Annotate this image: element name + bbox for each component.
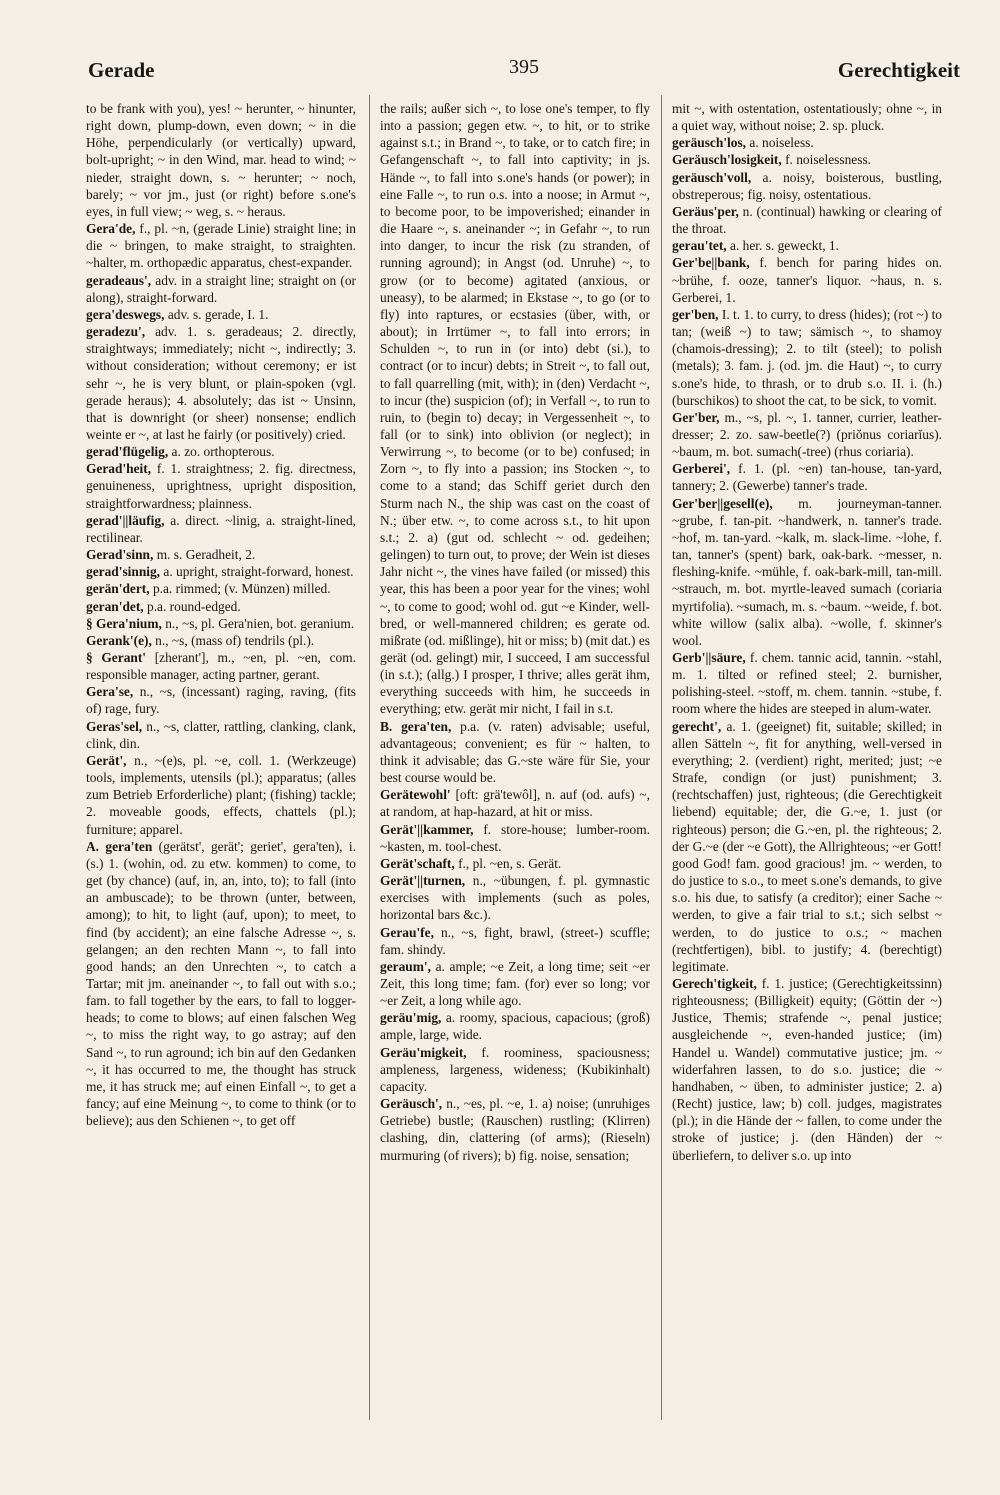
- entry-headword: gerau'tet,: [672, 238, 727, 254]
- entry-definition: f., pl. ~en, s. Gerät.: [454, 855, 562, 871]
- dictionary-entry: [86, 838, 356, 1130]
- dictionary-entry: [86, 306, 356, 323]
- dictionary-entry: [672, 460, 942, 494]
- entry-headword: Gerau'fe,: [380, 924, 434, 940]
- entry-headword: Gerät'||turnen,: [380, 873, 466, 889]
- dictionary-entry: [86, 443, 356, 460]
- dictionary-entry: [86, 512, 356, 546]
- dictionary-entry: [380, 855, 650, 872]
- entry-headword: Geras'sel,: [86, 718, 143, 734]
- entry-headword: gerad'sinnig,: [86, 564, 161, 580]
- dictionary-entry: [86, 220, 356, 271]
- dictionary-entry: [86, 649, 356, 683]
- entry-definition: p.a. round-edged.: [143, 598, 241, 614]
- entry-headword: Gerät'||kammer,: [380, 821, 474, 837]
- entry-definition: n., ~s, clatter, rattling, clanking, clank, clink, din.: [86, 718, 356, 751]
- dictionary-entry: [86, 546, 356, 563]
- entry-definition: n., ~(e)s, pl. ~e, coll. 1. (Werkzeuge) tools, implements, utensils (pl.); apparatus; (alles zum Betrieb Erforderliche) plant; (fishing) tackle; 2. moveable goods, effects, chattels (pl.); furniture; apparel.: [86, 752, 356, 837]
- dictionary-entry: [380, 1009, 650, 1043]
- entry-definition: a. direct. ~linig, a. straight-lined, rectilinear.: [86, 512, 356, 545]
- entry-definition: p.a. rimmed; (v. Münzen) milled.: [149, 581, 331, 597]
- entry-headword: Geräusch',: [380, 1096, 443, 1112]
- entry-headword: geradezu',: [86, 324, 146, 340]
- dictionary-entry: [86, 598, 356, 615]
- entry-headword: Ger'ber||gesell(e),: [672, 495, 773, 511]
- dictionary-entry: [86, 683, 356, 717]
- entry-definition: [zherant'], m., ~en, pl. ~en, com. responsible manager, acting partner, gerant.: [86, 650, 356, 683]
- entry-headword: Ger'be||bank,: [672, 255, 750, 271]
- dictionary-entry: [380, 786, 650, 820]
- entry-headword: Gerät',: [86, 752, 127, 768]
- dictionary-entry: [672, 409, 942, 460]
- dictionary-entry: [672, 134, 942, 151]
- entry-headword: Ger'ber,: [672, 409, 720, 425]
- entry-definition: adv. 1. s. geradeaus; 2. directly, straightways; immediately; nicht ~, indirectly; 3. without consideration; without ceremony; er ist sehr ~, he is very blunt, or plain-spoken (vgl. gerade heraus); 4. absolutely; das ist ~ Unsinn, that is downright (or sheer) nonsense; endlich weinte er ~, at last he fairly (or positively) cried.: [86, 324, 356, 442]
- dictionary-entry: [380, 872, 650, 923]
- dictionary-entry: [380, 1095, 650, 1164]
- entry-definition: a. noisy, boisterous, bustling, obstreperous; fig. noisy, ostentatious.: [672, 169, 942, 202]
- dictionary-entry: [86, 632, 356, 649]
- dictionary-entry: [380, 821, 650, 855]
- entry-definition: a. upright, straight-forward, honest.: [160, 564, 354, 580]
- entry-definition: adv. in a straight line; straight on (or along), straight-forward.: [86, 272, 356, 305]
- entry-headword: Gerberei',: [672, 461, 731, 477]
- entry-headword: gerad'||läufig,: [86, 512, 165, 528]
- entry-headword: Gerb'||säure,: [672, 650, 746, 665]
- dictionary-entry: [672, 306, 942, 409]
- page-number: 395: [509, 56, 539, 78]
- dictionary-entry: [86, 563, 356, 580]
- entry-headword: gerän'dert,: [86, 581, 150, 597]
- entry-definition: f. noiselessness.: [781, 152, 871, 168]
- entry-definition: f. store-house; lumber-room. ~kasten, m. tool-chest.: [380, 821, 650, 854]
- entry-definition: f. 1. straightness; 2. fig. directness, genuineness, uprightness, upright disposition, straightforwardness; plainness.: [86, 461, 356, 511]
- left-running-headword: Gerade: [88, 58, 155, 82]
- dictionary-entry: [672, 169, 942, 203]
- entry-headword: Gerätewohl': [380, 787, 451, 803]
- column-right: [672, 100, 942, 1164]
- entry-definition: n., ~es, pl. ~e, 1. a) noise; (unruhiges Getriebe) bustle; (Rauschen) rustling; (Klirren) clashing, din, clattering (of arms); (Rieseln) murmuring (of rivers); b) fig. noise, sensation;: [380, 1096, 650, 1163]
- entry-headword: geradeaus',: [86, 272, 152, 288]
- entry-headword: Gera'de,: [86, 221, 136, 237]
- entry-headword: Geräu'migkeit,: [380, 1044, 467, 1060]
- entry-definition: m. journeyman-tanner. ~grube, f. tan-pit. ~handwerk, n. tanner's trade. ~hof, m. tan-yard. ~kalk, m. slack-lime. ~lohe, f. tan, tanner's (spent) bark, oak-bark. ~messer, n. fleshing-knife. ~mühle, f. oak-bark-mill, tan-mill. ~strauch, m. bot. myrtle-leaved sumach (coriaria myrtifolia). ~sumach, m. s. ~baum. ~weide, f. bot. white willow (salix alba). ~wolle, f. skinner's wool.: [672, 495, 942, 648]
- entry-definition: a. 1. (geeignet) fit, suitable; skilled; in allen Sätteln ~, fit for anything, well-versed in everything; 2. (verdient) right, merited; just; ~e Strafe, condign (or just) punishment; 3. (rechtschaffen) just, righteous; (die Gerechtigkeit liebend) equitable; der, die G.~e, 1. just (or righteous) person; die G.~en, pl. the righteous; 2. der G.~e (der ~e Gott), the Allrighteous; ~er Gott! good God! fam. good gracious! jm. ~ werden, to do justice to s.o., to meet s.one's demands, to give s.o. his due, to satisfy (a creditor); einer Sache ~ werden, to give a fair trial to s.t.; sich selbst ~ werden, to do justice to o.s.; ~ machen (rechtfertigen), bibl. to justify; 4. (berechtigt) legitimate.: [672, 718, 942, 974]
- entry-definition: f. 1. (pl. ~en) tan-house, tan-yard, tannery; 2. (Gewerbe) tanner's trade.: [672, 461, 942, 494]
- page-header: [88, 50, 960, 90]
- entry-definition: a. roomy, spacious, capacious; (groß) ample, large, wide.: [380, 1010, 650, 1043]
- entry-headword: § Gerant': [86, 650, 147, 665]
- column-divider: [661, 95, 662, 1420]
- entry-headword: geräusch'los,: [672, 135, 747, 151]
- column-left: [86, 100, 356, 1129]
- entry-definition: n., ~übungen, f. pl. gymnastic exercises with implements (such as poles, horizontal bars &c.).: [380, 873, 650, 923]
- entry-definition: I. t. 1. to curry, to dress (hides); (rot ~) to tan; (weiß ~) to taw; sämisch ~, to shamoy (chamois-dressing); 2. to tilt (steel); to polish (metals); 3. fam. j. (od. jm. die Haut) ~, to curry s.one's hide, to thrash, or to drub s.o. II. i. (h.) (burschikos) to shoot the cat, to be sick, to vomit.: [672, 306, 942, 408]
- entry-definition: [oft: grä'tewôl], n. auf (od. aufs) ~, at random, at hap-hazard, at hit or miss.: [380, 787, 650, 820]
- dictionary-entry: [86, 323, 356, 443]
- dictionary-entry: [672, 975, 942, 1164]
- entry-headword: geräusch'voll,: [672, 169, 752, 185]
- entry-definition: f. bench for paring hides on. ~brühe, f. ooze, tanner's liquor. ~haus, n. s. Gerberei, 1.: [672, 255, 942, 305]
- entry-headword: Gerech'tigkeit,: [672, 975, 757, 991]
- entry-definition: the rails; außer sich ~, to lose one's temper, to fly into a passion; gegen etw. ~, to hit, or to strike against s.t.; in Brand ~, to take, or to catch fire; in Gefangenschaft ~, to fall into captivity; in js. Hände ~, to fall into s.one's hands (or power); in eine Falle ~, to run o.s. into a noose; in Armut ~, to become poor, to be impoverished; einander in die Haare ~, s. aneinander ~; in Gefahr ~, to run into danger, to incur the risk (zu stranden, of running aground); in Angst (od. Unruhe) ~, to grow (or to become) agitated (anxious, or uneasy), to be alarmed; in Ekstase ~, to go (or to fly) into raptures, or ecstasies (über, with, or about); in Irrtümer ~, to fall into errors; in Schulden ~, to run in (or into) debt (si.), to contract (or to incur) debts; in Streit ~, to fall out, to fall quarrelling (mit, with); in (den) Verdacht ~, to incur (the) suspicion (of); in Verfall ~, to run to ruin, to (begin to) decay; in Vergessenheit ~, to fall (or to sink) into oblivion (or neglect); in Verwirrung ~, to become (or to be) confused; in Zorn ~, to fly into a passion; ins Stocken ~, to come to a stand; das Schiff geriet durch den Sturm nach N., the ship was cast on the coast of N.; über etw. ~, to come across s.t., to hit upon s.t.; 2. a) (gut od. schlecht ~ od. gedeihen; gelingen) to turn out, to prove; der Wein ist dieses Jahr nicht ~, the vines have failed (or missed) this year, this has been a poor year for the vines; wohl ~, to come to good; wohl od. gut ~e Kinder, well-bred, or well-mannered children; es gerate od. mißrate (od. mißlinge), hit or miss; b) (mit dat.) es gerät (od. gelingt) mir, I succeed, I am successful (in s.t.); (allg.) I prosper, I thrive; alles gerät ihm, everything succeeds with him, he succeeds in everything; etw. gerät mir nicht, I fail in s.t.: [380, 101, 650, 717]
- dictionary-entry: [672, 649, 942, 718]
- entry-headword: Gerät'schaft,: [380, 855, 455, 871]
- dictionary-entry: [380, 1044, 650, 1095]
- dictionary-entry: [86, 580, 356, 597]
- entry-headword: geräu'mig,: [380, 1010, 442, 1026]
- dictionary-entry: [86, 752, 356, 838]
- entry-headword: B. gera'ten,: [380, 718, 452, 734]
- entry-definition: n., ~s, (incessant) raging, raving, (fits of) rage, fury.: [86, 684, 356, 717]
- entry-headword: A. gera'ten: [86, 838, 153, 854]
- dictionary-entry: [672, 718, 942, 975]
- entry-definition: to be frank with you), yes! ~ herunter, ~ hinunter, right down, plump-down, even down; ~ in die Höhe, perpendicularly (or vertically) upward, bolt-upright; ~ in den Wind, mar. head to wind; ~ nieder, straight down, s. ~ herunter; ~ noch, barely; ~ vor jm., just (or right) before s.one's eyes, in full view; ~ weg, s. ~ heraus.: [86, 101, 356, 219]
- dictionary-entry: [672, 151, 942, 168]
- entry-headword: ger'ben,: [672, 306, 719, 322]
- entry-headword: geran'det,: [86, 598, 144, 614]
- entry-headword: Gerad'sinn,: [86, 547, 154, 563]
- entry-headword: Gerank'(e),: [86, 632, 152, 648]
- dictionary-entry: [86, 460, 356, 511]
- dictionary-entry: [86, 718, 356, 752]
- entry-headword: Gerad'heit,: [86, 461, 152, 477]
- entry-definition: adv. s. gerade, I. 1.: [164, 306, 269, 322]
- entry-definition: f., pl. ~n, (gerade Linie) straight line; in die ~ bringen, to make straight, to straighten. ~halter, m. orthopædic apparatus, chest-expander.: [86, 221, 356, 271]
- entry-headword: § Gera'nium,: [86, 615, 162, 631]
- entry-headword: geraum',: [380, 958, 431, 974]
- dictionary-entry: [380, 958, 650, 1009]
- entry-definition: a. ample; ~e Zeit, a long time; seit ~er Zeit, this long time; fam. (for) ever so long; vor ~er Zeit, a long while ago.: [380, 958, 650, 1009]
- column-divider: [369, 95, 370, 1420]
- entry-headword: gerad'flügelig,: [86, 444, 169, 460]
- entry-definition: n. (continual) hawking or clearing of the throat.: [672, 203, 942, 237]
- entry-definition: a. zo. orthopterous.: [168, 444, 275, 460]
- dictionary-entry: [672, 254, 942, 305]
- entry-definition: n., ~s, fight, brawl, (street-) scuffle; fam. shindy.: [380, 924, 650, 957]
- entry-definition: f. chem. tannic acid, tannin. ~stahl, m. 1. tilted or refined steel; 2. burnisher, polishing-steel. ~stoff, m. chem. tannin. ~stube, f. room where the hides are steeped in alum-water.: [672, 650, 942, 717]
- entry-headword: Geräusch'losigkeit,: [672, 152, 782, 168]
- entry-definition: n., ~s, (mass of) tendrils (pl.).: [151, 632, 315, 648]
- dictionary-entry: [86, 100, 356, 220]
- entry-definition: a. her. s. geweckt, 1.: [726, 238, 839, 254]
- entry-headword: gera'deswegs,: [86, 306, 165, 322]
- entry-headword: gerecht',: [672, 718, 722, 734]
- right-running-headword: Gerechtigkeit: [837, 58, 960, 82]
- dictionary-entry: [380, 718, 650, 787]
- entry-definition: m., ~s, pl. ~, 1. tanner, currier, leather-dresser; 2. zo. saw-beetle(?) (priŏnus coriarĭus). ~baum, m. bot. sumach(-tree) (rhus coriaria).: [672, 409, 942, 460]
- dictionary-entry: [86, 615, 356, 632]
- entry-definition: f. roominess, spaciousness; ampleness, largeness, wideness; (Kubikinhalt) capacity.: [380, 1044, 650, 1094]
- dictionary-entry: [380, 924, 650, 958]
- dictionary-entry: [672, 495, 942, 649]
- entry-definition: (gerätst', gerät'; geriet', gera'ten), i. (s.) 1. (wohin, od. zu etw. kommen) to come, to get (by chance) (auf, in, an, into, to); to fall (into an ambuscade); to be thrown (unter, between, among); to hit, to light (auf, upon); to meet, to find (by accident); an eine falsche Adresse ~, s. gelangen; an den rechten Mann ~, to fall into good hands; an den Unrechten ~, to catch a Tartar; mit jm. aneinander ~, to fall out with s.o.; fam. to fall together by the ears, to fall to logger-heads; to come to blows; auf einen falschen Weg ~, to miss the right way, to go astray; auf den Sand ~, to run aground; ich bin auf den Gedanken ~, it has occurred to me, the thought has struck me, it has struck me; auf einen Einfall ~, to get a fancy; auf eine Meinung ~, to come to think (or to believe); aus den Schienen ~, to get off: [86, 838, 356, 1129]
- entry-headword: Gera'se,: [86, 684, 134, 700]
- entry-definition: m. s. Geradheit, 2.: [153, 547, 256, 563]
- dictionary-entry: [380, 100, 650, 718]
- dictionary-entry: [672, 203, 942, 237]
- column-middle: [380, 100, 650, 1164]
- entry-definition: a. noiseless.: [746, 135, 814, 151]
- entry-headword: Geräus'per,: [672, 203, 739, 219]
- entry-definition: p.a. (v. raten) advisable; useful, advantageous; convenient; es für ~ halten, to think it advisable; das G.~ste wäre für Sie, your best course would be.: [380, 718, 650, 786]
- entry-definition: n., ~s, pl. Gera'nien, bot. geranium.: [161, 615, 355, 631]
- dictionary-entry: [86, 272, 356, 306]
- entry-definition: mit ~, with ostentation, ostentatiously; ohne ~, in a quiet way, without noise; 2. sp. pluck.: [672, 101, 942, 134]
- entry-definition: f. 1. justice; (Gerechtigkeitssinn) righteousness; (Billigkeit) equity; (Göttin der ~) Justice, Themis; strafende ~, penal justice; ausgleichende ~, even-handed justice; (im) Handel u. Wandel) commutative justice; jm. ~ widerfahren lassen, to do s.o. justice; die ~ handhaben, ~ üben, to administer justice; 2. a) (Recht) justice, law; b) coll. judges, magistrates (pl.); in die Hände der ~ fallen, to come under the stroke of justice; j. (den Händen) der ~ überliefern, to deliver s.o. up into: [672, 975, 942, 1163]
- dictionary-entry: [672, 100, 942, 134]
- dictionary-entry: [672, 237, 942, 254]
